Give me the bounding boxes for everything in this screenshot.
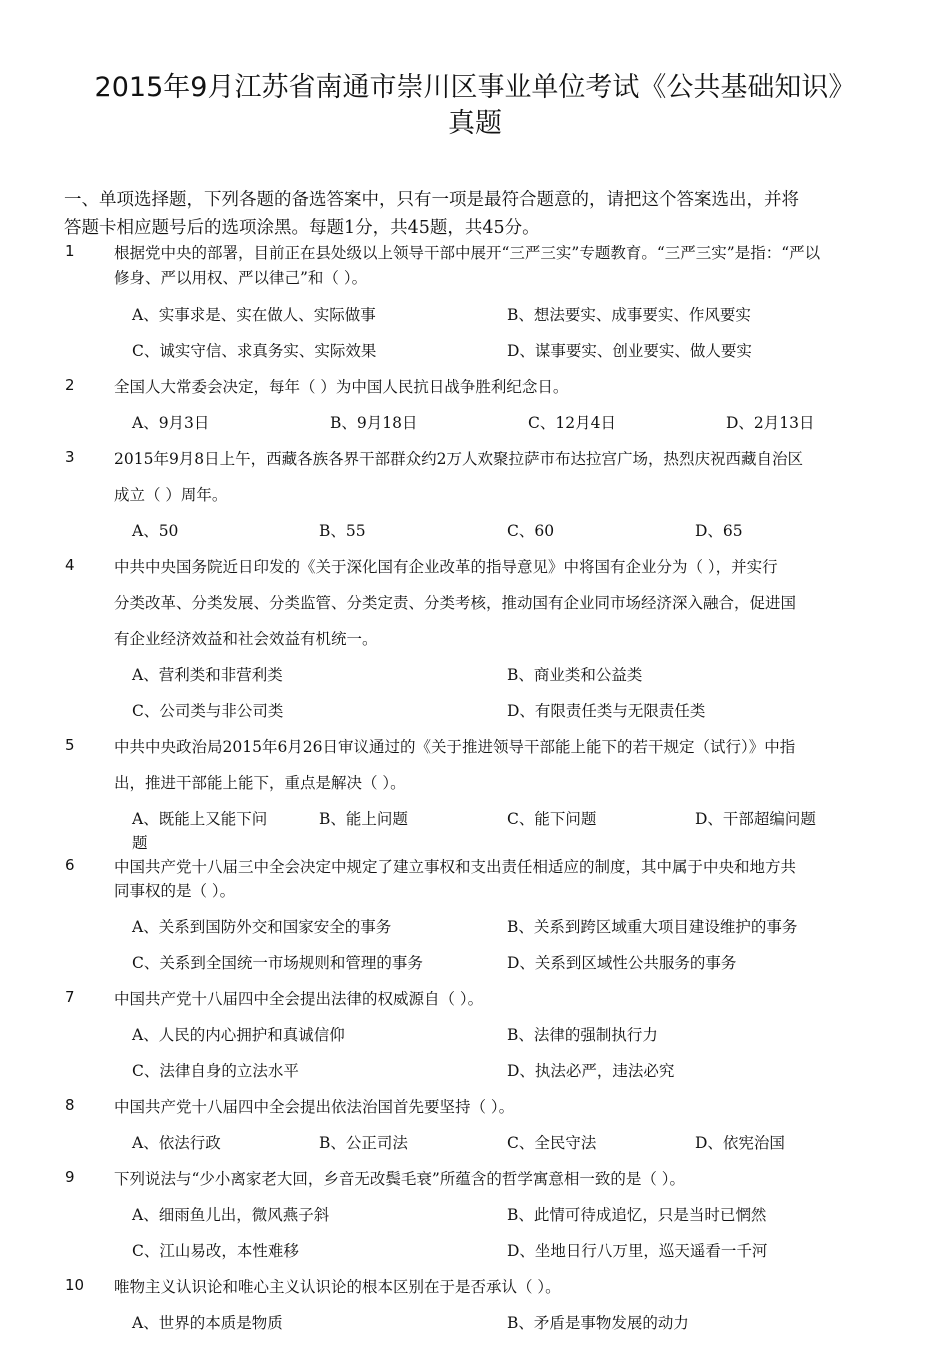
option-a: A、营利类和非营利类 <box>132 666 283 684</box>
question-text: 全国人大常委会决定，每年（ ）为中国人民抗日战争胜利纪念日。 <box>114 378 569 396</box>
question-text: 中共中央政治局2015年6月26日审议通过的《关于推进领导干部能上能下的若干规定（试行）》中指 <box>114 738 796 756</box>
option-c: C、关系到全国统一市场规则和管理的事务 <box>132 954 423 972</box>
section-line-2: 答题卡相应题号后的选项涂黑。每题1分，共45题，共45分。 <box>64 218 540 238</box>
option-d: D、执法必严，违法必究 <box>507 1062 675 1080</box>
option-d: D、65 <box>695 522 743 540</box>
question-number: 10 <box>65 1276 85 1294</box>
question-text: 中国共产党十八届四中全会提出依法治国首先要坚持（ ）。 <box>114 1098 515 1116</box>
option-d: D、有限责任类与无限责任类 <box>507 702 706 720</box>
option-d: D、依宪治国 <box>695 1134 785 1152</box>
question-number: 4 <box>65 556 75 574</box>
option-d: D、2月13日 <box>726 414 815 432</box>
option-a-wrap: 题 <box>132 834 148 852</box>
option-c: C、全民守法 <box>507 1134 597 1152</box>
question-number: 2 <box>65 376 75 394</box>
question-text: 出，推进干部能上能下，重点是解决（ ）。 <box>114 774 406 792</box>
option-c: C、12月4日 <box>528 414 616 432</box>
question-text: 2015年9月8日上午，西藏各族各界干部群众约2万人欢聚拉萨市布达拉宫广场，热烈庆祝西藏自治区 <box>114 450 804 468</box>
option-c: C、60 <box>507 522 555 540</box>
option-d: D、谋事要实、创业要实、做人要实 <box>507 342 752 360</box>
question-number: 7 <box>65 988 75 1006</box>
question-text: 中国共产党十八届四中全会提出法律的权威源自（ ）。 <box>114 990 484 1008</box>
option-a: A、细雨鱼儿出，微风燕子斜 <box>132 1206 330 1224</box>
option-a: A、9月3日 <box>132 414 210 432</box>
option-d: D、干部超编问题 <box>695 810 816 828</box>
option-a: A、人民的内心拥护和真诚信仰 <box>132 1026 345 1044</box>
option-c: C、法律自身的立法水平 <box>132 1062 299 1080</box>
option-b: B、矛盾是事物发展的动力 <box>507 1314 689 1332</box>
question-number: 5 <box>65 736 75 754</box>
question-text: 同事权的是（ ）。 <box>114 882 236 900</box>
question-number: 8 <box>65 1096 75 1114</box>
question-text: 有企业经济效益和社会效益有机统一。 <box>114 630 378 648</box>
question-text: 分类改革、分类发展、分类监管、分类定责、分类考核，推动国有企业同市场经济深入融合，促进国 <box>114 594 797 612</box>
option-a: A、50 <box>132 522 179 540</box>
option-b: B、商业类和公益类 <box>507 666 643 684</box>
question-text: 中共中央国务院近日印发的《关于深化国有企业改革的指导意见》中将国有企业分为（ ），并实行 <box>114 558 778 576</box>
option-a: A、实事求是、实在做人、实际做事 <box>132 306 376 324</box>
question-number: 9 <box>65 1168 75 1186</box>
question-text: 唯物主义认识论和唯心主义认识论的根本区别在于是否承认（ ）。 <box>114 1278 561 1296</box>
title-line-2: 真题 <box>448 108 502 139</box>
option-b: B、法律的强制执行力 <box>507 1026 658 1044</box>
option-b: B、关系到跨区域重大项目建设维护的事务 <box>507 918 798 936</box>
question-number: 3 <box>65 448 75 466</box>
option-a: A、世界的本质是物质 <box>132 1314 283 1332</box>
option-d: D、关系到区域性公共服务的事务 <box>507 954 737 972</box>
option-b: B、9月18日 <box>330 414 418 432</box>
title-line-1: 2015年9月江苏省南通市崇川区事业单位考试《公共基础知识》 <box>94 72 856 103</box>
option-a: A、既能上又能下问 <box>132 810 268 828</box>
question-text: 中国共产党十八届三中全会决定中规定了建立事权和支出责任相适应的制度，其中属于中央和地方共 <box>114 858 797 876</box>
option-b: B、55 <box>319 522 366 540</box>
question-number: 6 <box>65 856 75 874</box>
option-c: C、能下问题 <box>507 810 597 828</box>
option-b: B、能上问题 <box>319 810 408 828</box>
option-c: C、江山易改，本性难移 <box>132 1242 299 1260</box>
section-line-1: 一、单项选择题，下列各题的备选答案中，只有一项是最符合题意的，请把这个答案选出，并将 <box>64 190 799 210</box>
option-a: A、关系到国防外交和国家安全的事务 <box>132 918 392 936</box>
option-b: B、公正司法 <box>319 1134 408 1152</box>
option-d: D、坐地日行八万里，巡天遥看一千河 <box>507 1242 768 1260</box>
option-c: C、公司类与非公司类 <box>132 702 284 720</box>
question-number: 1 <box>65 242 75 260</box>
option-b: B、此情可待成追忆，只是当时已惘然 <box>507 1206 767 1224</box>
option-a: A、依法行政 <box>132 1134 221 1152</box>
question-text: 下列说法与“少小离家老大回，乡音无改鬓毛衰”所蕴含的哲学寓意相一致的是（ ）。 <box>114 1170 686 1188</box>
question-text: 根据党中央的部署，目前正在县处级以上领导干部中展开“三严三实”专题教育。“三严三实”是指：“严以 <box>114 244 821 262</box>
question-text: 成立（ ）周年。 <box>114 486 228 504</box>
question-text: 修身、严以用权、严以律己”和（ ）。 <box>114 269 368 287</box>
option-c: C、诚实守信、求真务实、实际效果 <box>132 342 377 360</box>
option-b: B、想法要实、成事要实、作风要实 <box>507 306 751 324</box>
